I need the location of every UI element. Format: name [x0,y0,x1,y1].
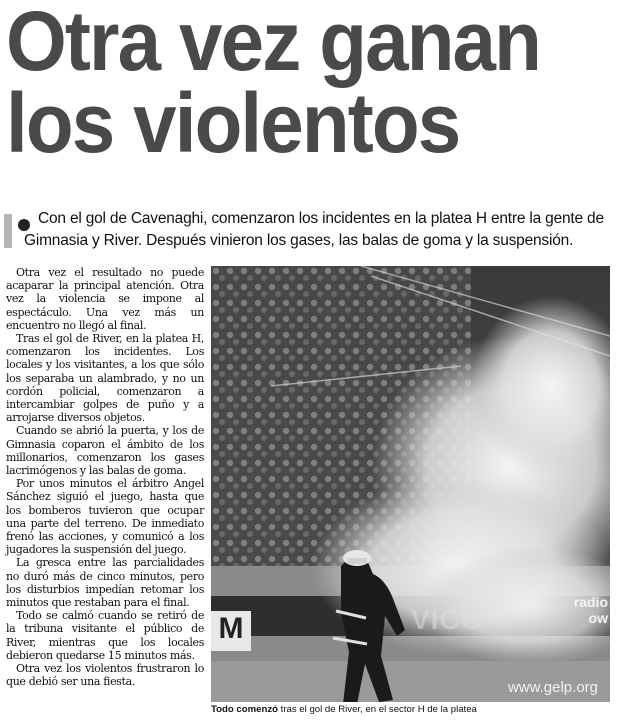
deck-bar [4,214,12,248]
paragraph-5: La gresca entre las parcialidades no duró más de cinco minutos, pero los disturbios impedían retomar los minutos que restaban para el final. [6,556,204,610]
ad-board-left: M [218,612,244,645]
ad-board-right-line-1: radio [573,594,608,610]
deck [4,208,612,254]
ad-board-right-line-2: ow [588,610,608,626]
deck-text: Con el gol de Cavenaghi, comenzaron los incidentes en la platea H entre la gente de Gimnasia y River. Después vinieron los gases, las balas de goma y la suspensión. [24,210,604,249]
paragraph-7: Otra vez los violentos frustraron lo que debió ser una fiesta. [6,662,204,689]
paragraph-3: Cuando se abrió la puerta, y los de Gimnasia coparon el ámbito de los millonarios, comenzaron los gases lacrimógenos y las balas de goma. [6,424,204,478]
caption-bold: Todo comenzó [211,704,278,715]
headline-line-1: Otra vez ganan [6,0,541,88]
paragraph-2: Tras el gol de River, en la platea H, comenzaron los incidentes. Los locales y los visitantes, a los que sólo los separaba un alambrado, y no un cordón policial, comenzaron a intercambiar golpes de puño y a arrojarse diversos objetos. [6,332,204,425]
news-photo [211,266,610,702]
caption-text: tras el gol de River, en el sector H de la platea [277,704,477,715]
headline-line-2: los violentos [6,76,460,170]
ad-board-mid: VICO [411,604,484,635]
paragraph-1: Otra vez el resultado no puede acaparar la principal atención. Otra vez la violencia se impone al espectáculo. Una vez más un encuentro no llegó al final. [6,266,204,332]
watermark: www.gelp.org [507,679,598,696]
paragraph-4: Por unos minutos el árbitro Angel Sánchez siguió el juego, hasta que los bomberos tuvieron que ocupar una parte del terreno. De inmediato frenó las acciones, y comunicó a los jugadores la suspensión del juego. [6,477,204,557]
photo-caption [211,704,611,716]
photo-illustration [211,266,610,702]
paragraph-6: Todo se calmó cuando se retiró de la tribuna visitante el público de River, mientras que los locales debieron quedarse 15 minutos más. [6,609,204,662]
ad-board-right [574,594,608,626]
headline [6,0,570,170]
article-body [6,266,204,689]
